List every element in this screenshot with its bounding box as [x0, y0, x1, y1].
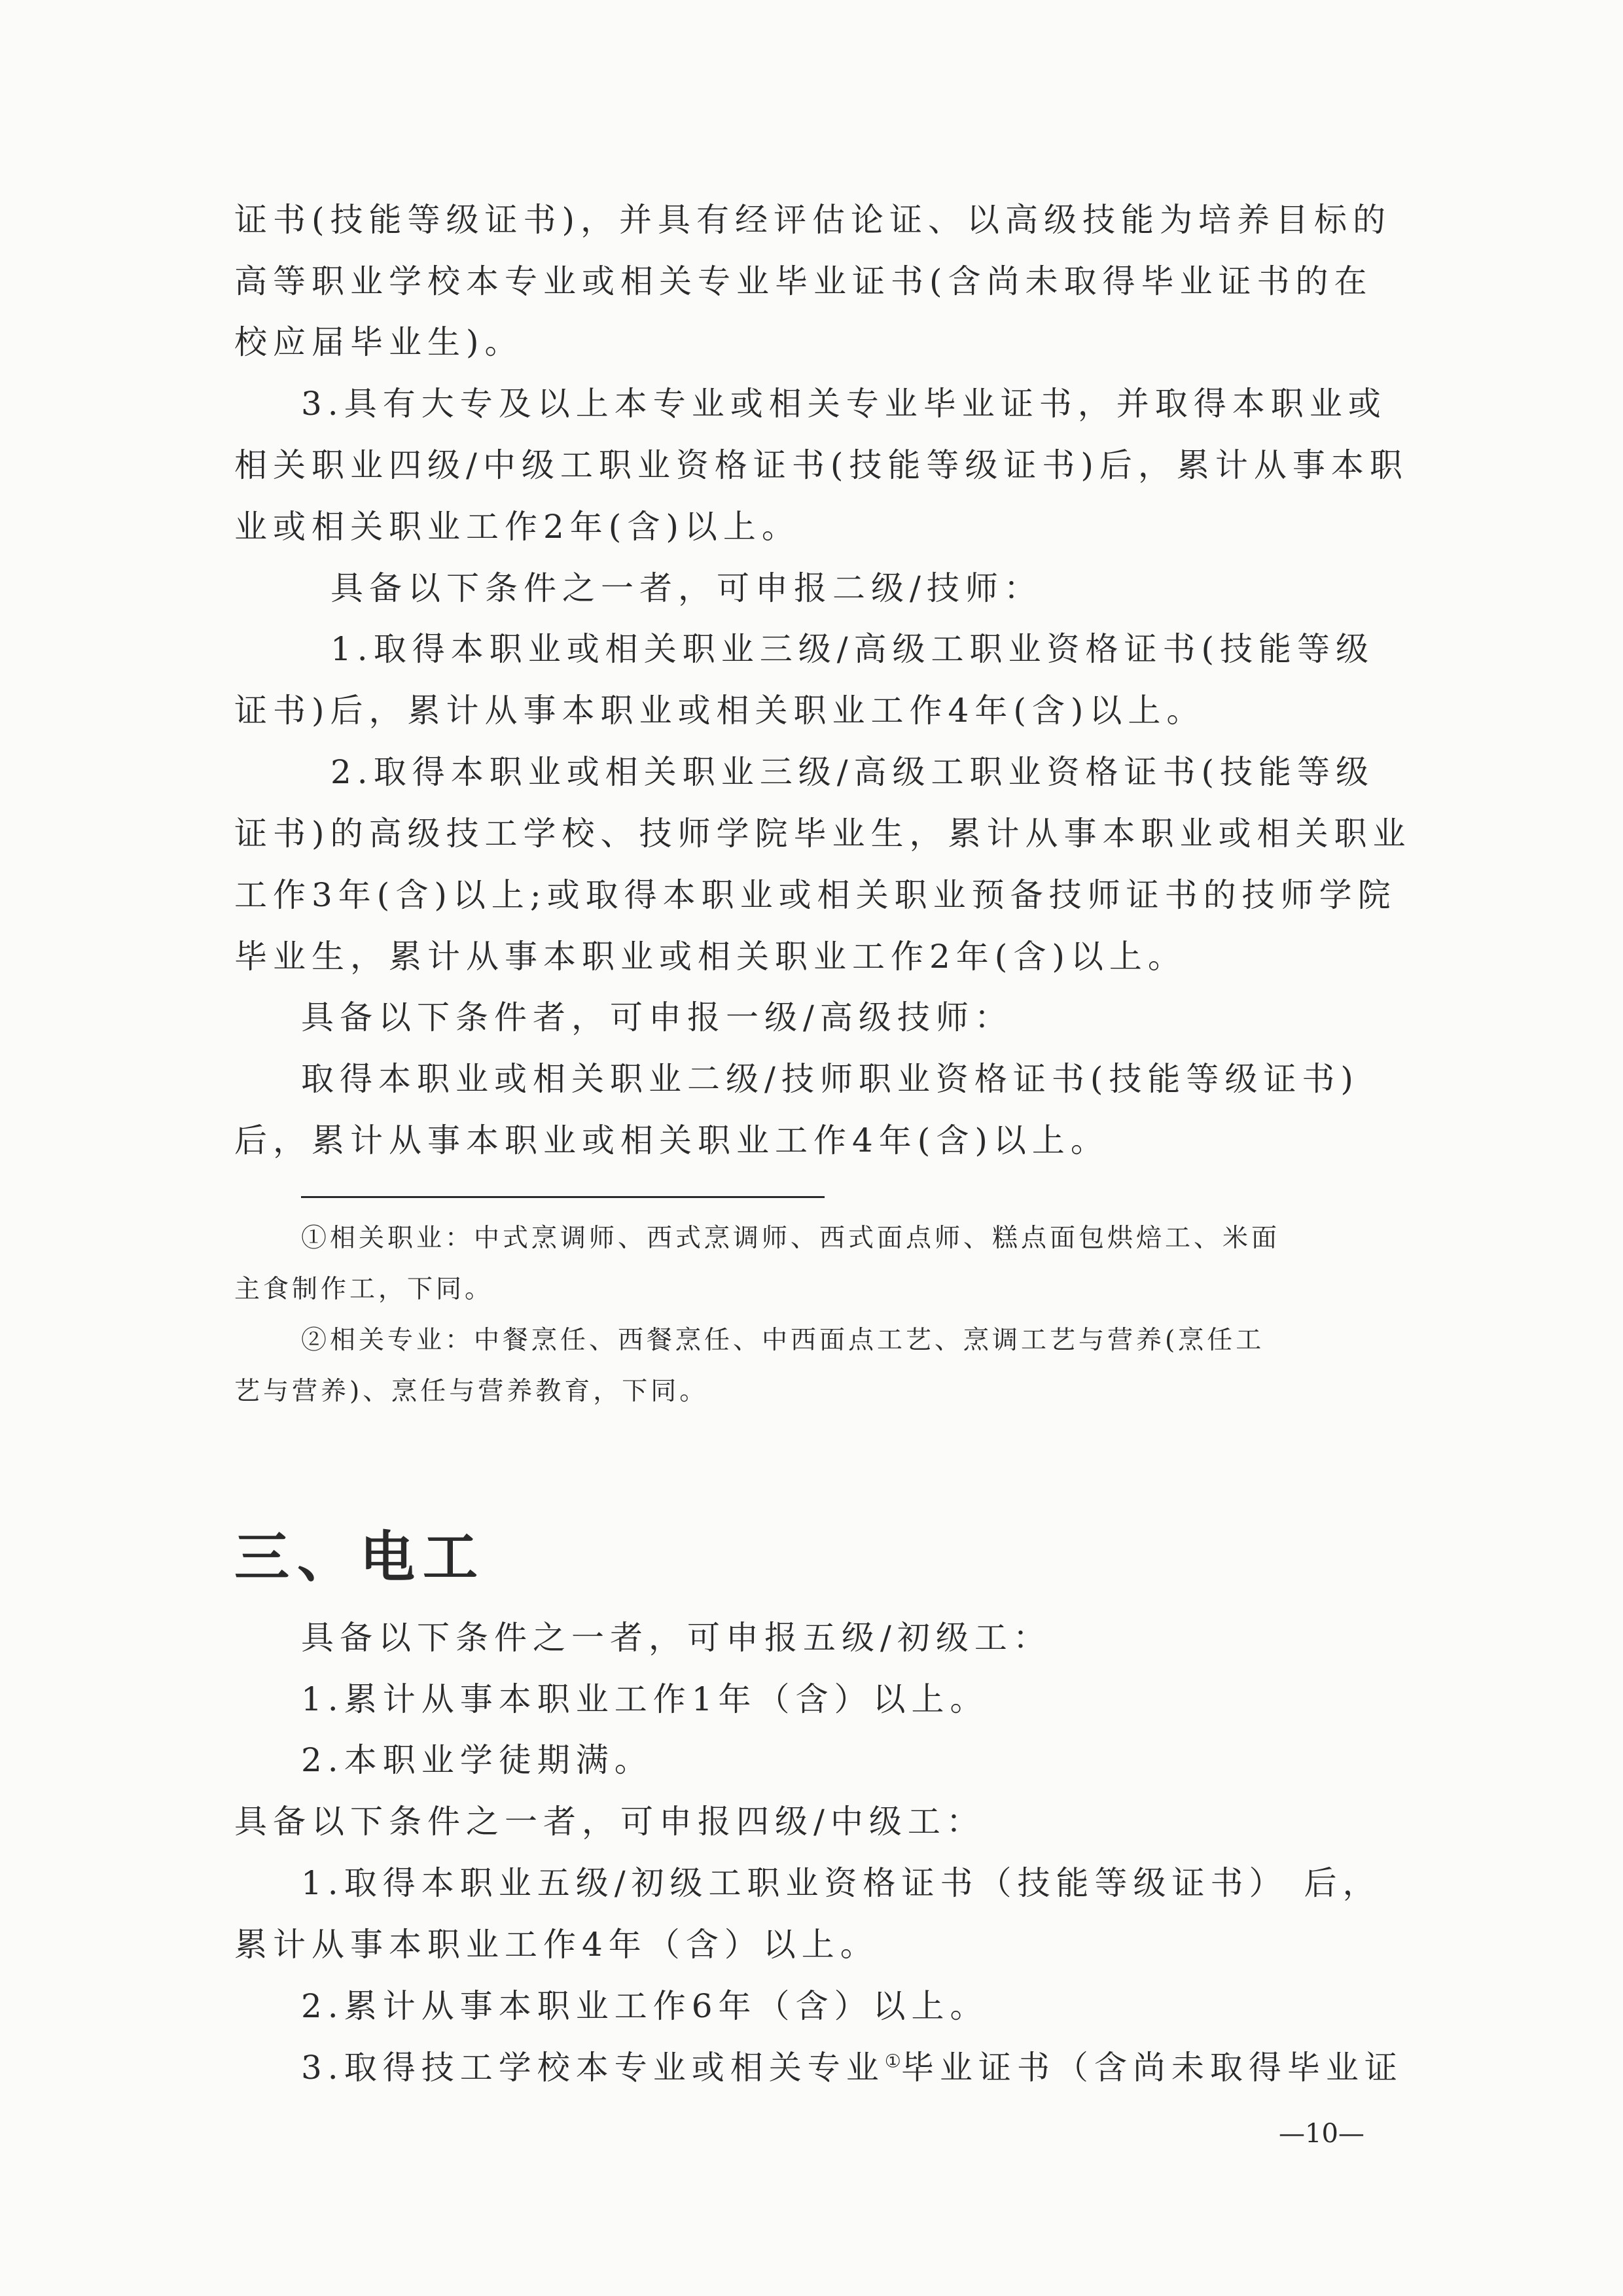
footnote-line: ②相关专业：中餐烹任、西餐烹任、中西面点工艺、烹调工艺与营养(烹任工 — [301, 1326, 1265, 1355]
line-text: 3.取得技工学校本专业或相关专业 — [301, 2049, 885, 2087]
body-line: 毕业生，累计从事本职业或相关职业工作2年(含)以上。 — [234, 938, 1186, 976]
body-line: 相关职业四级/中级工职业资格证书(技能等级证书)后，累计从事本职 — [234, 446, 1408, 484]
body-line: 工作3年(含)以上;或取得本职业或相关职业预备技师证书的技师学院 — [234, 876, 1397, 914]
body-line: 业或相关职业工作2年(含)以上。 — [234, 508, 800, 546]
body-line: 1.取得本职业或相关职业三级/高级工职业资格证书(技能等级 — [330, 630, 1375, 668]
body-line: 累计从事本职业工作4年（含）以上。 — [234, 1926, 879, 1964]
footnote-line: 艺与营养)、烹任与营养教育，下同。 — [234, 1377, 709, 1406]
body-line: 后，累计从事本职业或相关职业工作4年(含)以上。 — [234, 1122, 1109, 1159]
body-line: 3.具有大专及以上本专业或相关专业毕业证书，并取得本职业或 — [301, 385, 1387, 423]
body-line: 2.本职业学徒期满。 — [301, 1741, 653, 1779]
footnote-divider — [301, 1196, 825, 1198]
body-line: 证书)的高级技工学校、技师学院毕业生，累计从事本职业或相关职业 — [234, 815, 1412, 853]
page-number: —10— — [1279, 2119, 1364, 2149]
footnote-line: 主食制作工，下同。 — [234, 1275, 494, 1304]
line-text: 毕业证书（含尚未取得毕业证 — [901, 2049, 1403, 2087]
footnote-marker: ① — [884, 2050, 901, 2072]
section-heading: 三、电工 — [234, 1525, 486, 1589]
body-line: 证书(技能等级证书)，并具有经评估论证、以高级技能为培养目标的 — [234, 201, 1392, 239]
body-line: 1.累计从事本职业工作1年（含）以上。 — [301, 1680, 989, 1718]
condition-heading: 具备以下条件之一者，可申报五级/初级工： — [301, 1619, 1052, 1657]
body-line: 校应届毕业生)。 — [234, 323, 524, 361]
footnote-line: ①相关职业：中式烹调师、西式烹调师、西式面点师、糕点面包烘焙工、米面 — [301, 1224, 1281, 1253]
body-line: 2.累计从事本职业工作6年（含）以上。 — [301, 1987, 989, 2025]
body-line — [301, 2048, 1403, 2087]
condition-heading: 具备以下条件之一者，可申报二级/技师： — [330, 569, 1043, 607]
body-line: 证书)后，累计从事本职业或相关职业工作4年(含)以上。 — [234, 692, 1205, 730]
body-line: 2.取得本职业或相关职业三级/高级工职业资格证书(技能等级 — [330, 753, 1375, 791]
condition-heading: 具备以下条件者，可申报一级/高级技师： — [301, 998, 1013, 1036]
body-line: 1.取得本职业五级/初级工职业资格证书（技能等级证书） 后， — [301, 1864, 1382, 1902]
body-line: 取得本职业或相关职业二级/技师职业资格证书(技能等级证书) — [301, 1060, 1359, 1098]
body-line: 高等职业学校本专业或相关专业毕业证书(含尚未取得毕业证书的在 — [234, 262, 1373, 300]
condition-heading: 具备以下条件之一者，可申报四级/中级工： — [234, 1803, 985, 1841]
